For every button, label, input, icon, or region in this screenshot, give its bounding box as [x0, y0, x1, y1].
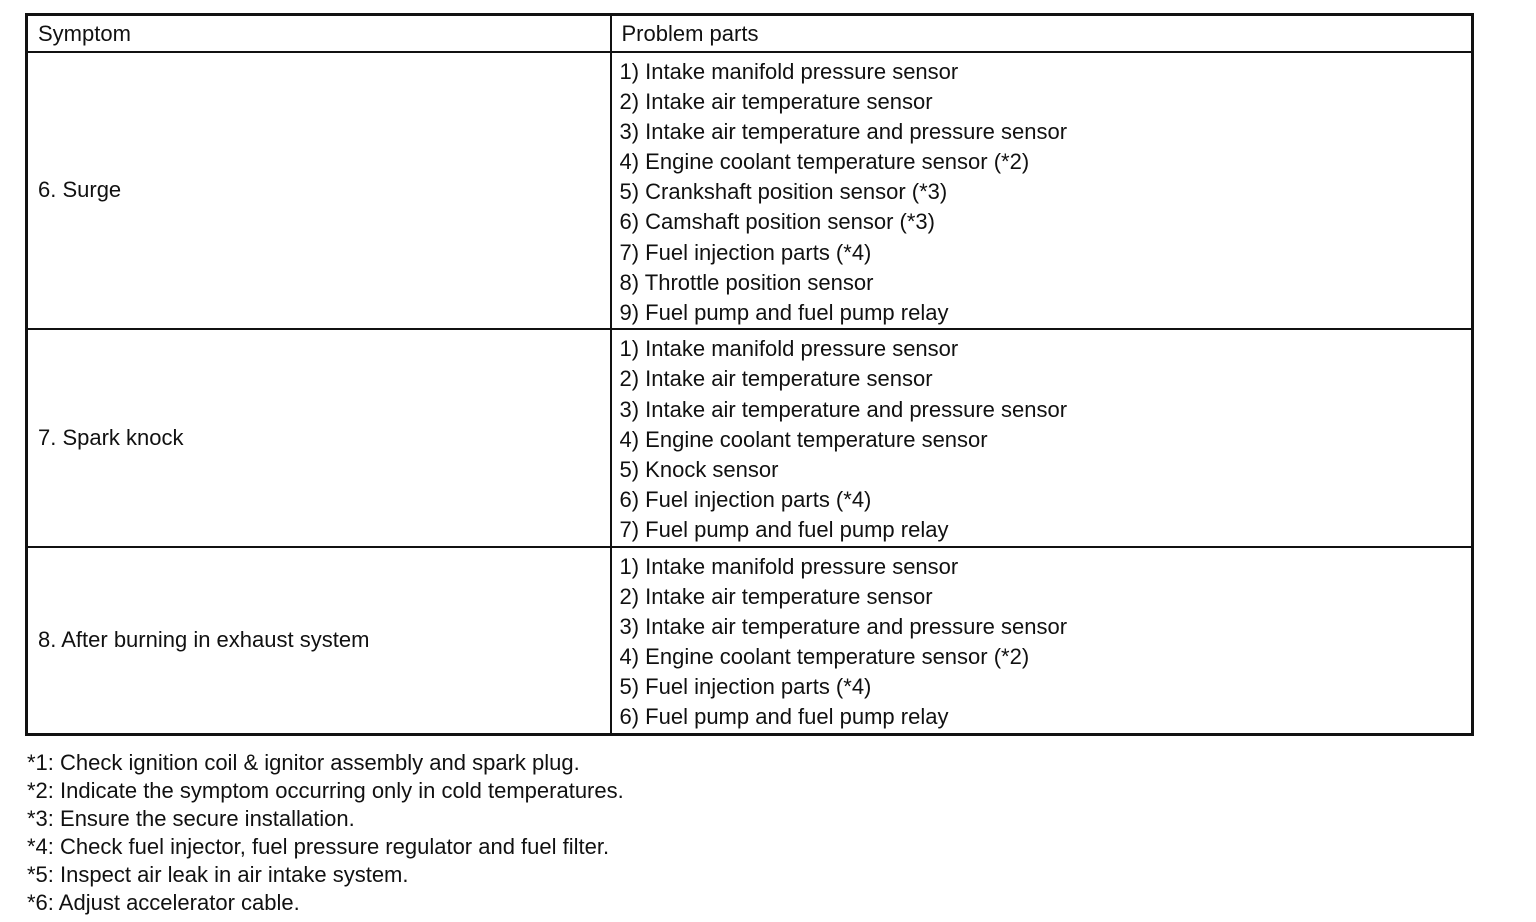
list-item: 3) Intake air temperature and pressure sensor — [619, 118, 1068, 144]
parts-cell — [611, 547, 1473, 735]
parts-cell — [611, 52, 1473, 330]
list-item: 9) Fuel pump and fuel pump relay — [619, 300, 949, 325]
footnote: *3: Ensure the secure installation. — [27, 806, 355, 831]
parts-cell — [611, 329, 1473, 546]
table-row — [27, 329, 1473, 546]
list-item: 5) Knock sensor — [619, 456, 779, 482]
list-item: 5) Fuel injection parts (*4) — [619, 674, 872, 700]
list-item: 7) Fuel injection parts (*4) — [619, 239, 872, 265]
list-item: 4) Engine coolant temperature sensor (*2) — [619, 644, 1030, 670]
table-header-row — [27, 15, 1473, 52]
footnote: *5: Inspect air leak in air intake system. — [27, 862, 409, 887]
symptom-cell: 8. After burning in exhaust system — [27, 547, 611, 735]
list-item: 2) Intake air temperature sensor — [619, 88, 933, 114]
list-item: 8) Throttle position sensor — [619, 269, 874, 295]
footnote: *1: Check ignition coil & ignitor assembly and spark plug. — [27, 750, 580, 775]
list-item: 1) Intake manifold pressure sensor — [619, 336, 959, 362]
table-row — [27, 52, 1473, 330]
list-item: 3) Intake air temperature and pressure sensor — [619, 396, 1068, 422]
list-item: 6) Fuel injection parts (*4) — [619, 487, 872, 513]
footnote: *6: Adjust accelerator cable. — [27, 890, 300, 915]
list-item: 4) Engine coolant temperature sensor — [619, 426, 988, 452]
symptom-table — [25, 13, 1474, 736]
list-item: 7) Fuel pump and fuel pump relay — [619, 517, 949, 543]
list-item: 2) Intake air temperature sensor — [619, 583, 933, 609]
table-row — [27, 547, 1473, 735]
parts-list — [620, 552, 1472, 733]
list-item: 2) Intake air temperature sensor — [619, 366, 933, 392]
footnote: *4: Check fuel injector, fuel pressure regulator and fuel filter. — [27, 834, 610, 859]
list-item: 1) Intake manifold pressure sensor — [619, 553, 959, 579]
list-item: 4) Engine coolant temperature sensor (*2) — [619, 149, 1030, 175]
list-item: 6) Camshaft position sensor (*3) — [619, 209, 935, 235]
symptom-cell: 7. Spark knock — [27, 329, 611, 546]
list-item: 3) Intake air temperature and pressure sensor — [619, 613, 1068, 639]
symptom-cell: 6. Surge — [27, 52, 611, 330]
header-problem-parts: Problem parts — [611, 15, 1473, 52]
header-symptom: Symptom — [27, 15, 611, 52]
footnotes — [27, 749, 624, 917]
footnote: *2: Indicate the symptom occurring only in cold temperatures. — [27, 778, 624, 803]
list-item: 1) Intake manifold pressure sensor — [619, 58, 959, 84]
list-item: 6) Fuel pump and fuel pump relay — [619, 704, 949, 730]
list-item: 5) Crankshaft position sensor (*3) — [619, 179, 948, 205]
parts-list — [620, 57, 1472, 329]
parts-list — [620, 334, 1472, 545]
